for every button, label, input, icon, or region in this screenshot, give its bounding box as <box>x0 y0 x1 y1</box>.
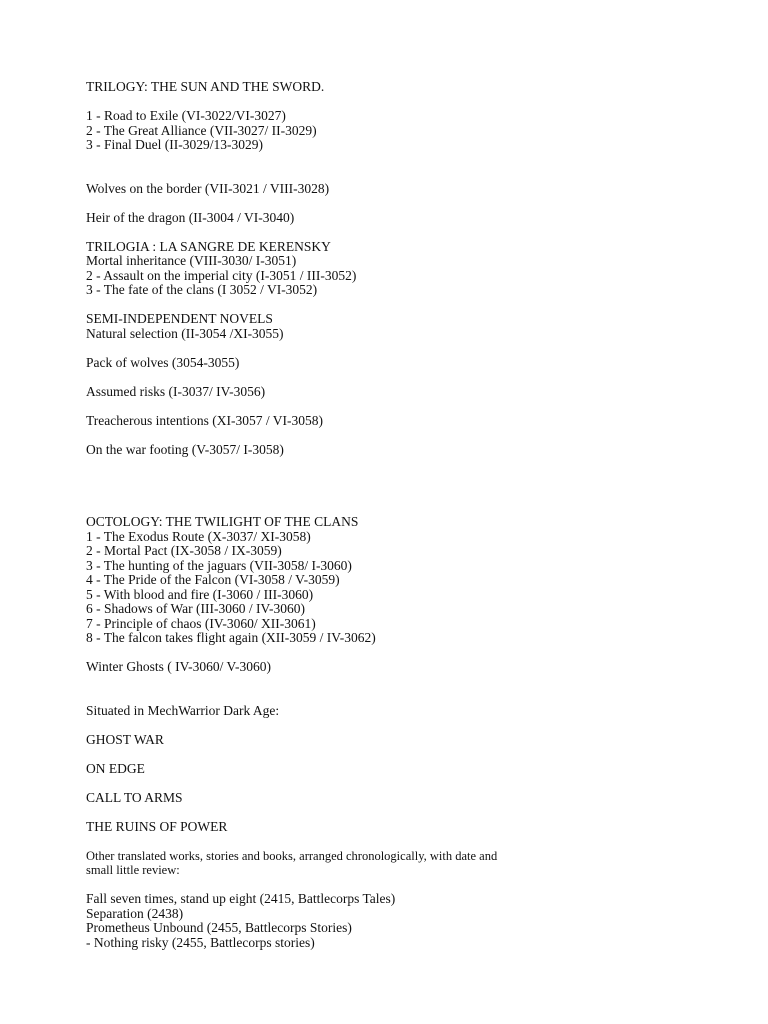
dark-age-title: CALL TO ARMS <box>86 789 183 805</box>
list-item: 3 - Final Duel (II-3029/13-3029) <box>86 137 263 152</box>
section-heading-semi-independent: SEMI-INDEPENDENT NOVELS <box>86 311 273 326</box>
list-item: 5 - With blood and fire (I-3060 / III-3060) <box>86 586 314 602</box>
document-page <box>86 80 726 950</box>
list-item: 7 - Principle of chaos (IV-3060/ XII-3061) <box>86 615 316 631</box>
section-heading-sun-sword: TRILOGY: THE SUN AND THE SWORD. <box>86 79 325 94</box>
section-heading-octology: OCTOLOGY: THE TWILIGHT OF THE CLANS <box>86 514 359 529</box>
book-war-footing: On the war footing (V-3057/ I-3058) <box>86 441 284 457</box>
list-item: Mortal inheritance (VIII-3030/ I-3051) <box>86 253 297 268</box>
dark-age-title: GHOST WAR <box>86 731 164 747</box>
list-item: 3 - The hunting of the jaguars (VII-3058/ I-3060) <box>86 557 352 573</box>
list-item: 2 - The Great Alliance (VII-3027/ II-3029) <box>86 122 317 138</box>
book-heir-dragon: Heir of the dragon (II-3004 / VI-3040) <box>86 209 295 225</box>
list-item: 2 - Mortal Pact (IX-3058 / IX-3059) <box>86 543 282 558</box>
list-item: 1 - Road to Exile (VI-3022/VI-3027) <box>86 108 286 123</box>
book-pack-of-wolves: Pack of wolves (3054-3055) <box>86 354 240 370</box>
list-item: 8 - The falcon takes flight again (XII-3059 / IV-3062) <box>86 630 376 645</box>
list-item: 4 - The Pride of the Falcon (VI-3058 / V-3059) <box>86 572 340 587</box>
book-natural-selection: Natural selection (II-3054 /XI-3055) <box>86 325 284 341</box>
list-item: 3 - The fate of the clans (I 3052 / VI-3052) <box>86 282 318 297</box>
list-item: Prometheus Unbound (2455, Battlecorps Stories) <box>86 920 352 935</box>
book-assumed-risks: Assumed risks (I-3037/ IV-3056) <box>86 383 266 399</box>
list-item: 6 - Shadows of War (III-3060 / IV-3060) <box>86 601 305 616</box>
dark-age-title: THE RUINS OF POWER <box>86 818 228 834</box>
list-item: 2 - Assault on the imperial city (I-3051 / III-3052) <box>86 267 357 283</box>
book-treacherous-intentions: Treacherous intentions (XI-3057 / VI-3058) <box>86 412 323 428</box>
dark-age-intro: Situated in MechWarrior Dark Age: <box>86 702 280 718</box>
book-wolves-border: Wolves on the border (VII-3021 / VIII-3028) <box>86 180 330 196</box>
dark-age-title: ON EDGE <box>86 760 145 776</box>
list-item: Separation (2438) <box>86 905 184 921</box>
list-item: 1 - The Exodus Route (X-3037/ XI-3058) <box>86 528 311 544</box>
other-works-intro: Other translated works, stories and books, arranged chronologically, with date and small little review: <box>86 848 498 877</box>
book-winter-ghosts: Winter Ghosts ( IV-3060/ V-3060) <box>86 659 271 674</box>
section-heading-kerensky: TRILOGIA : LA SANGRE DE KERENSKY <box>86 238 331 254</box>
list-item: - Nothing risky (2455, Battlecorps stories) <box>86 934 315 950</box>
list-item: Fall seven times, stand up eight (2415, Battlecorps Tales) <box>86 891 396 906</box>
